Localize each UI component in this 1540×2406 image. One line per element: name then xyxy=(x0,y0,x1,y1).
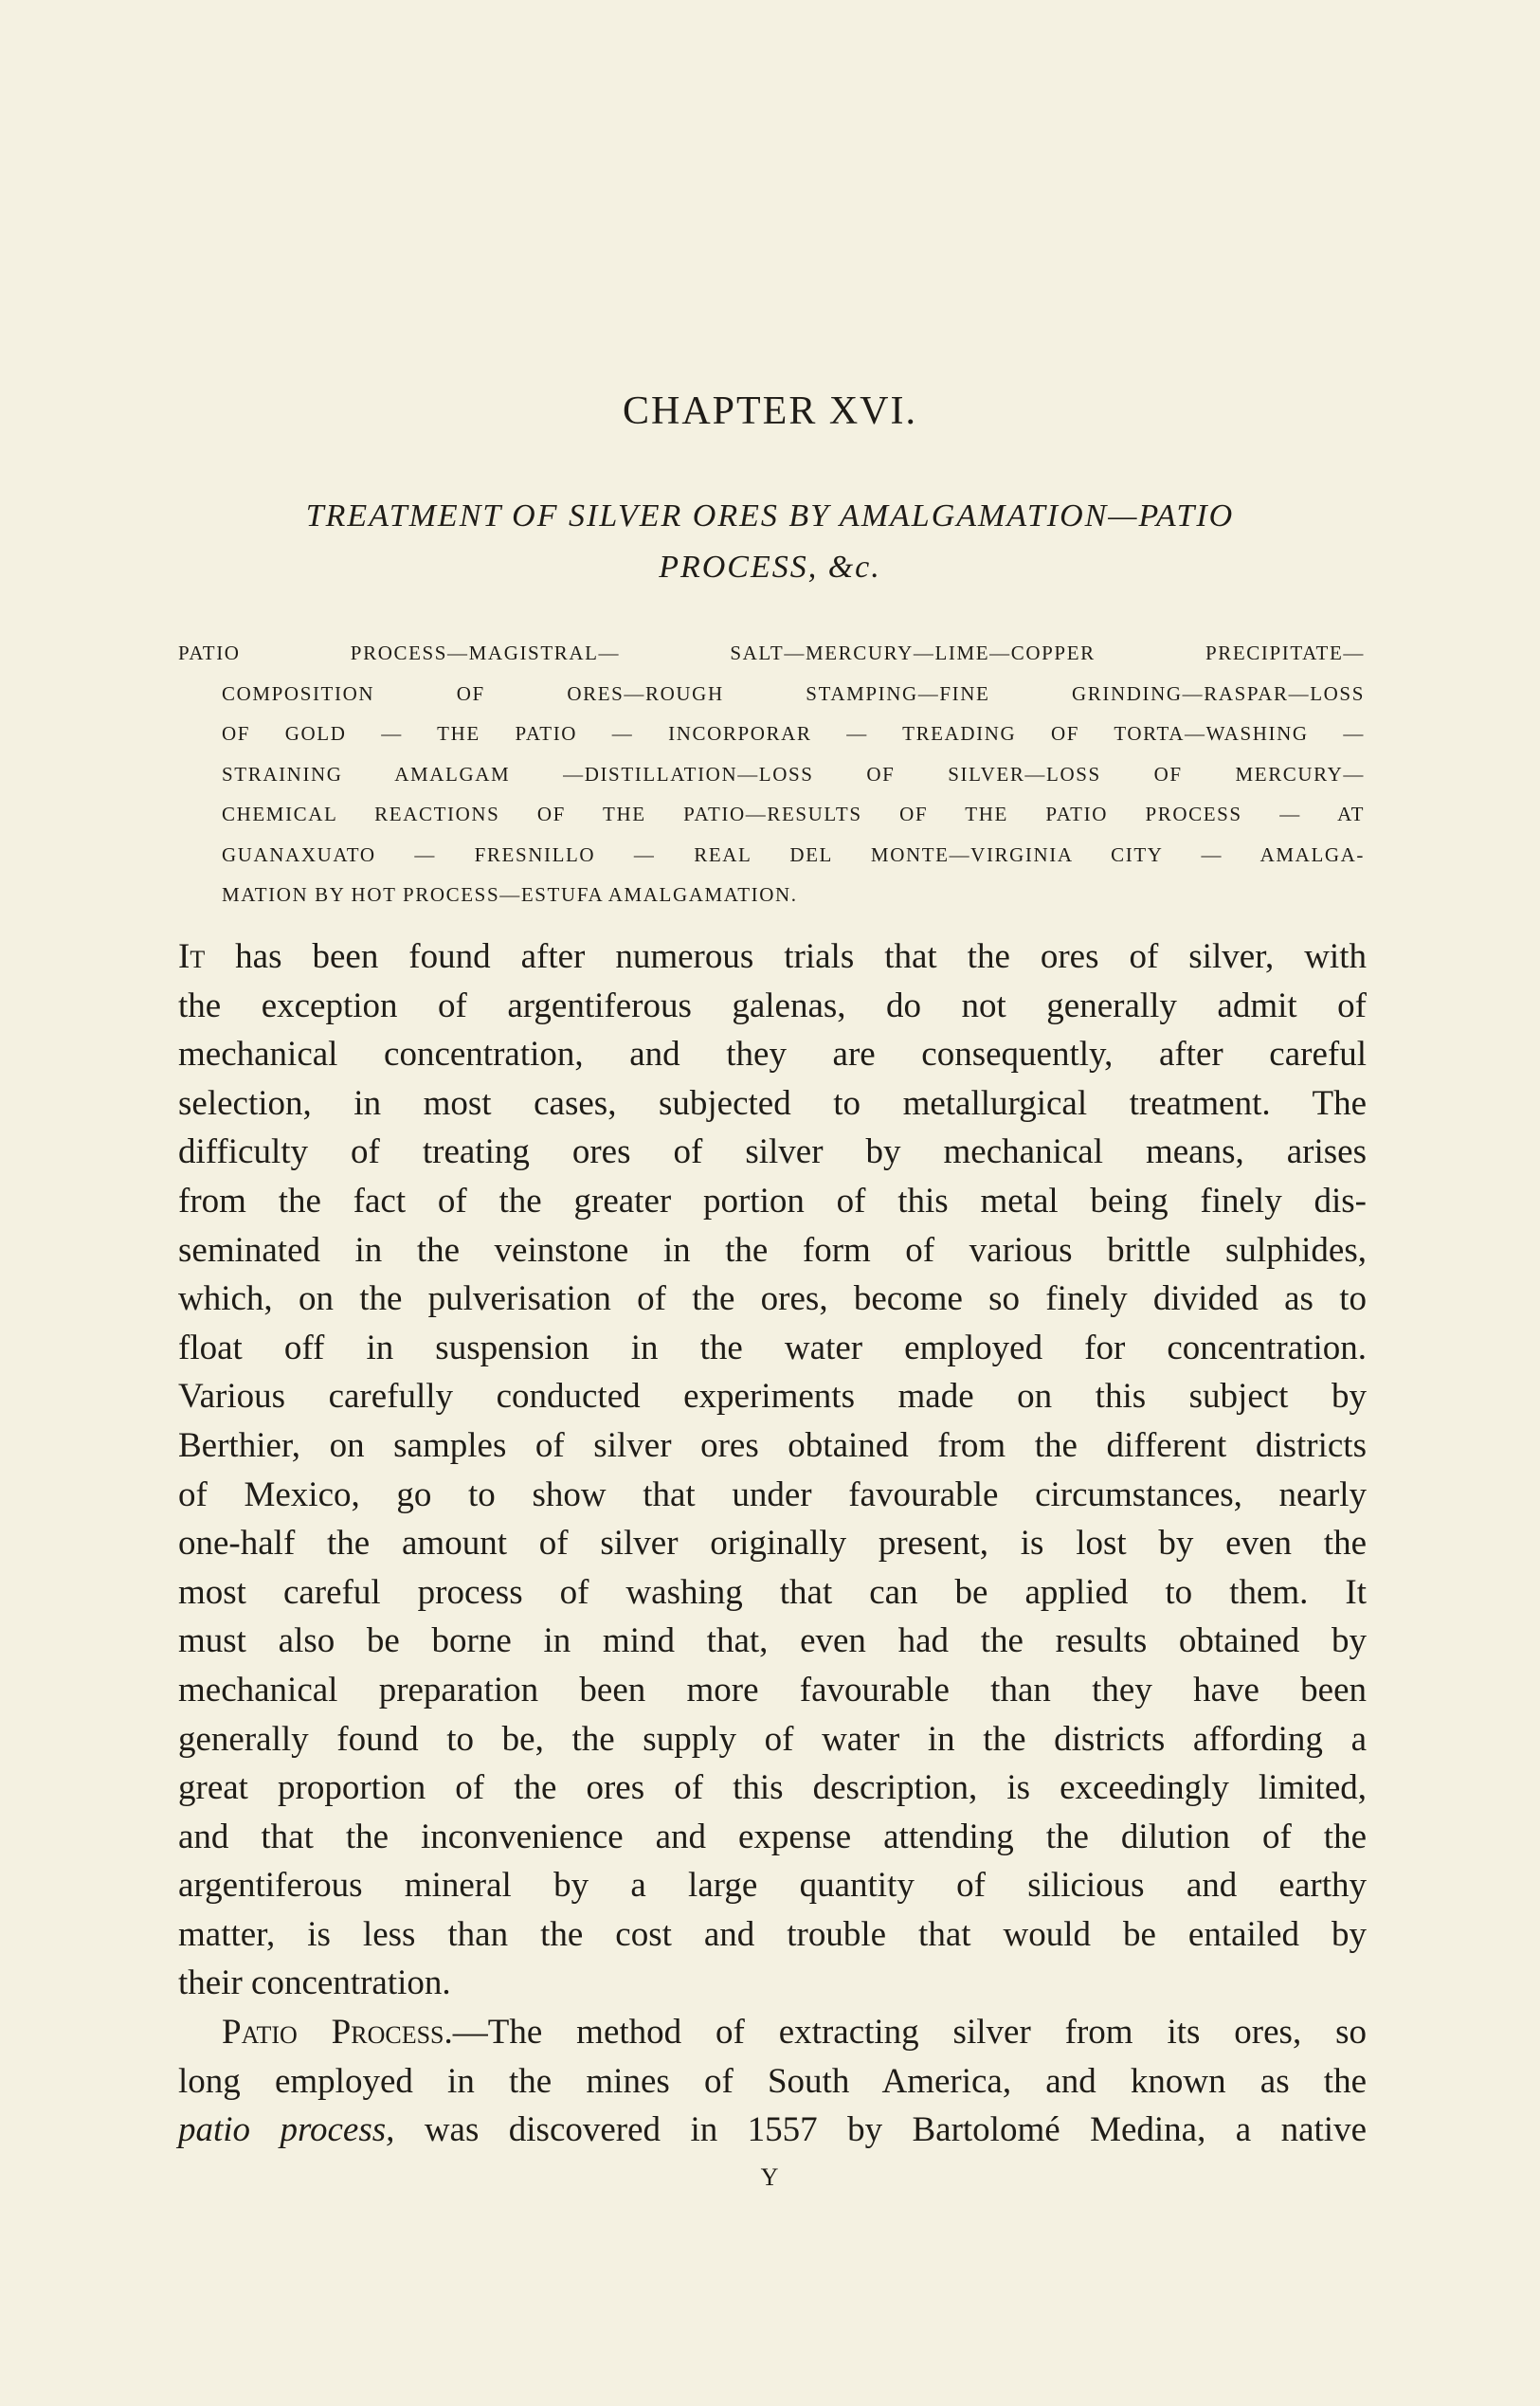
summary-line: MATION BY HOT PROCESS—ESTUFA AMALGAMATION. xyxy=(222,883,798,906)
paragraph-line: float off in suspension in the water employed for concentration. xyxy=(178,1328,1367,1367)
paragraph-line: of Mexico, go to show that under favourable circumstances, nearly xyxy=(178,1474,1367,1514)
paragraph-line: which, on the pulverisation of the ores, become so finely divided as to xyxy=(178,1279,1367,1319)
paragraph-line: argentiferous mineral by a large quantity of silicious and earthy xyxy=(178,1866,1367,1906)
chapter-subtitle xyxy=(180,491,1360,593)
paragraph-line xyxy=(178,932,1367,982)
chapter-subtitle-line-2: PROCESS, &c. xyxy=(659,550,881,585)
paragraph-line: Various carefully conducted experiments made on this subject by xyxy=(178,1377,1367,1417)
paragraph-line-text: was discovered in 1557 by Bartolomé Medina, a native xyxy=(394,2110,1368,2150)
chapter-subtitle-line-1: TREATMENT OF SILVER ORES BY AMALGAMATION—PATIO xyxy=(305,498,1235,534)
paragraph-line: from the fact of the greater portion of this metal being finely dis- xyxy=(178,1181,1367,1221)
chapter-title: CHAPTER XVI. xyxy=(622,389,917,433)
paragraph-line xyxy=(178,2008,1367,2057)
paragraph-line: one-half the amount of silver originally present, is lost by even the xyxy=(178,1524,1367,1564)
paragraph-line: long employed in the mines of South America, and known as the xyxy=(178,2061,1367,2101)
paragraph-line: selection, in most cases, subjected to metallurgical treatment. The xyxy=(178,1083,1367,1123)
paragraph-line: difficulty of treating ores of silver by mechanical means, arises xyxy=(178,1132,1367,1172)
paragraph-line: mechanical concentration, and they are consequently, after careful xyxy=(178,1035,1367,1075)
paragraph-line: Berthier, on samples of silver ores obtained from the different districts xyxy=(178,1425,1367,1465)
paragraph-line: seminated in the veinstone in the form of various brittle sulphides, xyxy=(178,1230,1367,1270)
paragraph-line: mechanical preparation been more favourable than they have been xyxy=(178,1670,1367,1710)
paragraph-line: the exception of argentiferous galenas, do not generally admit of xyxy=(178,986,1367,1025)
signature-mark: Y xyxy=(760,2163,780,2191)
italic-term: patio process, xyxy=(178,2110,395,2150)
paragraph-lead-word: It xyxy=(178,937,206,976)
paragraph-line-text: —The method of extracting silver from its ores, so xyxy=(452,2013,1367,2053)
paragraph-line: great proportion of the ores of this description, is exceedingly limited, xyxy=(178,1768,1367,1808)
chapter-summary xyxy=(178,633,1365,915)
paragraph-line: their concentration. xyxy=(178,1963,451,2003)
summary-line: PATIO PROCESS—MAGISTRAL— SALT—MERCURY—LIME—COPPER PRECIPITATE— xyxy=(178,642,1365,664)
paragraph-line: matter, is less than the cost and trouble that would be entailed by xyxy=(178,1914,1367,1954)
paragraph-line-text: has been found after numerous trials that the ores of silver, with xyxy=(205,937,1367,976)
summary-line: GUANAXUATO — FRESNILLO — REAL DEL MONTE—VIRGINIA CITY — AMALGA- xyxy=(222,842,1365,866)
body-text xyxy=(178,932,1367,2155)
paragraph-line xyxy=(178,2106,1367,2155)
summary-line: STRAINING AMALGAM —DISTILLATION—LOSS OF SILVER—LOSS OF MERCURY— xyxy=(222,762,1365,786)
paragraph-line: must also be borne in mind that, even had the results obtained by xyxy=(178,1621,1367,1661)
paragraph-line: generally found to be, the supply of water in the districts affording a xyxy=(178,1719,1367,1759)
paragraph-line: and that the inconvenience and expense attending the dilution of the xyxy=(178,1817,1367,1856)
section-heading-inline: Patio Process. xyxy=(222,2013,453,2053)
summary-line: OF GOLD — THE PATIO — INCORPORAR — TREADING OF TORTA—WASHING — xyxy=(222,722,1365,745)
summary-line: COMPOSITION OF ORES—ROUGH STAMPING—FINE GRINDING—RASPAR—LOSS xyxy=(222,681,1365,705)
summary-line: CHEMICAL REACTIONS OF THE PATIO—RESULTS OF THE PATIO PROCESS — AT xyxy=(222,803,1365,825)
paragraph-line: most careful process of washing that can be applied to them. It xyxy=(178,1572,1367,1612)
